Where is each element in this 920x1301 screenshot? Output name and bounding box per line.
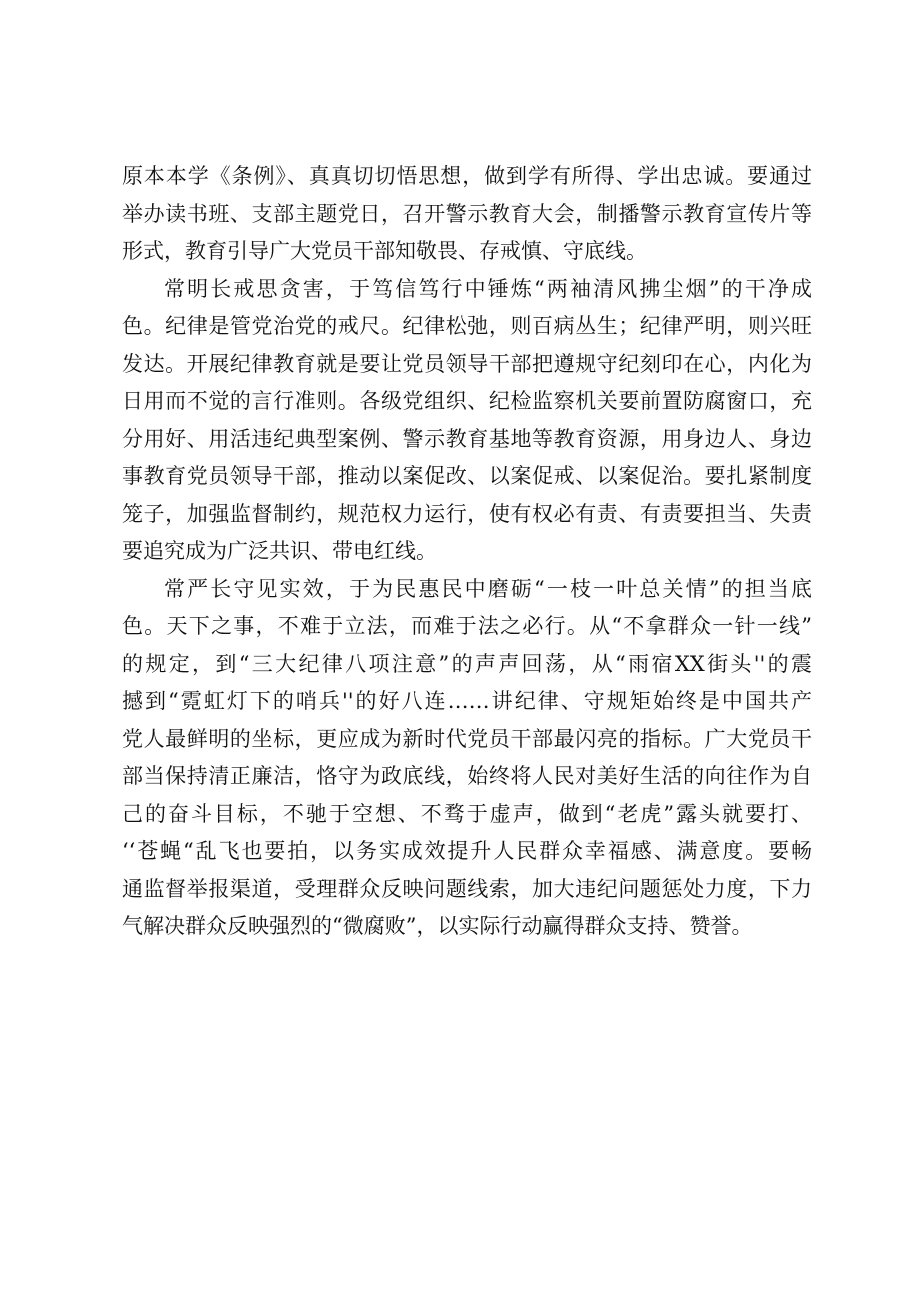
- text-line: 事教育党员领导干部，推动以案促改、以案促戒、以案促治。要扎紧制度: [122, 464, 812, 488]
- paragraph-2: [122, 271, 812, 571]
- paragraph-1: [122, 158, 812, 271]
- text-line: 形式，教育引导广大党员干部知敬畏、存戒慎、守底线。: [122, 239, 647, 263]
- text-line: ‘‘苍蝇“乱飞也要拍，以务实成效提升人民群众幸福感、满意度。要畅: [122, 839, 812, 863]
- text-line: 常严长守见实效，于为民惠民中磨砺“一枝一叶总关情”的担当底: [164, 576, 812, 601]
- text-line: 部当保持清正廉洁，恪守为政底线，始终将人民对美好生活的向往作为自: [122, 764, 812, 788]
- text-line: 举办读书班、支部主题党日，召开警示教育大会，制播警示教育宣传片等: [122, 201, 812, 226]
- text-line: 气解决群众反映强烈的“微腐败”，以实际行动赢得群众支持、赞誉。: [122, 914, 753, 938]
- text-line: 常明长戒思贪害，于笃信笃行中锤炼“两袖清风拂尘烟”的干净成: [164, 276, 812, 301]
- paragraph-3: [122, 571, 812, 946]
- text-line: 分用好、用活违纪典型案例、警示教育基地等教育资源，用身边人、身边: [122, 426, 812, 451]
- text-line: 要追究成为广泛共识、带电红线。: [122, 539, 437, 563]
- text-line: 己的奋斗目标，不驰于空想、不骛于虚声，做到“老虎”露头就要打、: [122, 801, 812, 826]
- document-body: [122, 158, 812, 946]
- text-line: 原本本学《条例》、真真切切悟思想，做到学有所得、学出忠诚。要通过: [122, 164, 812, 188]
- text-line: 日用而不觉的言行准则。各级党组织、纪检监察机关要前置防腐窗口，充: [122, 389, 812, 413]
- text-line: 党人最鲜明的坐标，更应成为新时代党员干部最闪亮的指标。广大党员干: [122, 726, 812, 751]
- text-line: 色。天下之事，不难于立法，而难于法之必行。从“不拿群众一针一线”: [122, 614, 812, 638]
- text-line: 笼子，加强监督制约，规范权力运行，使有权必有责、有责要担当、失责: [122, 501, 812, 526]
- text-line: 色。纪律是管党治党的戒尺。纪律松弛，则百病丛生；纪律严明，则兴旺: [122, 314, 812, 338]
- text-line: 发达。开展纪律教育就是要让党员领导干部把遵规守纪刻印在心，内化为: [122, 351, 812, 376]
- text-line: 的规定，到“三大纪律八项注意”的声声回荡，从“雨宿XX街头''的震: [122, 651, 812, 676]
- text-line: 通监督举报渠道，受理群众反映问题线索，加大违纪问题惩处力度，下力: [122, 876, 812, 901]
- text-line: 撼到“霓虹灯下的哨兵''的好八连……讲纪律、守规矩始终是中国共产: [122, 689, 812, 713]
